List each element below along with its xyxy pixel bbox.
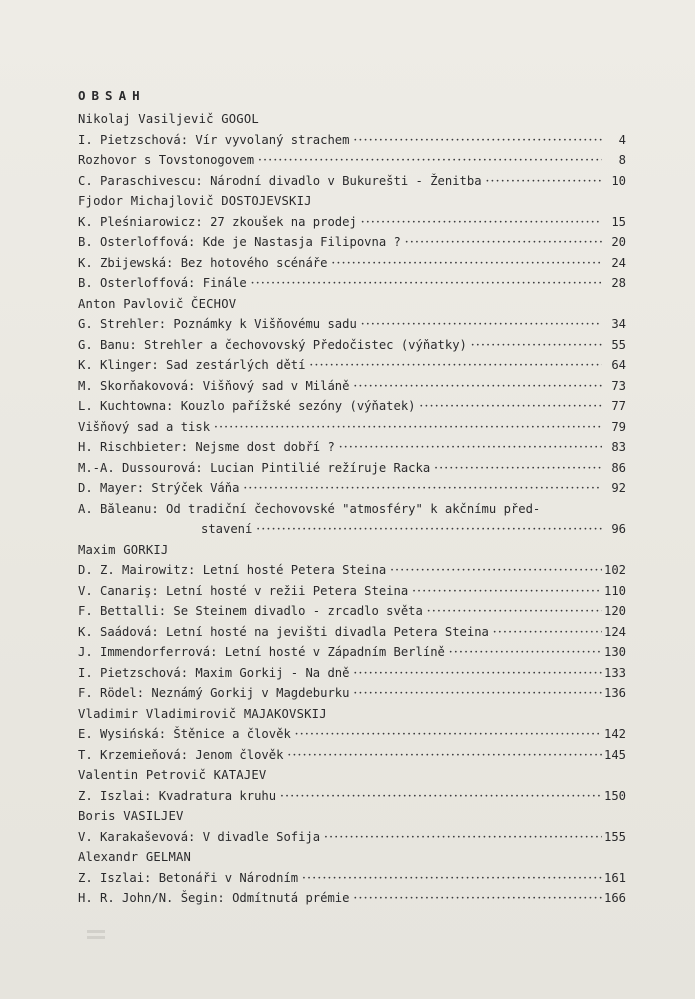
dot-leader	[493, 622, 602, 643]
dot-leader	[331, 253, 602, 274]
entry-page-number: 124	[603, 624, 626, 639]
dot-leader	[256, 519, 602, 540]
dot-leader	[251, 273, 602, 294]
entry-page-number: 96	[611, 522, 626, 536]
entry-title: M. Skorňakovová: Višňový sad v Miláně	[78, 378, 350, 393]
entry-title: T. Krzemieňová: Jenom člověk	[78, 747, 284, 762]
entry-page-number: 130	[603, 645, 626, 659]
entry-title: G. Strehler: Poznámky k Višňovému sadu	[78, 317, 357, 331]
entry-title: I. Pietzschová: Maxim Gorkij - Na dně	[78, 665, 350, 680]
entry-page-number: 64	[611, 358, 626, 372]
entry-title: K. Zbijewská: Bez hotového scénáře	[78, 255, 328, 270]
dot-leader	[354, 663, 602, 684]
dot-leader	[427, 601, 602, 622]
dot-leader	[354, 683, 602, 704]
entry-page-number: 150	[603, 788, 626, 803]
entry-page-number: 34	[611, 317, 626, 331]
toc-entry	[78, 663, 626, 684]
toc-entry	[78, 786, 626, 807]
faint-bleed-through-mark	[86, 928, 108, 942]
entry-title: D. Z. Mairowitz: Letní hosté Petera Steina	[78, 563, 387, 577]
toc-entry	[78, 417, 626, 438]
entry-title: A. Băleanu: Od tradiční čechovovské "atmosféry" k akčnímu před-	[78, 501, 541, 516]
entry-title: C. Paraschivescu: Národní divadlo v Bukurešti - Ženitba	[78, 173, 482, 188]
dot-leader	[354, 376, 603, 397]
entry-page-number: 142	[603, 727, 626, 741]
toc-entries	[78, 109, 626, 909]
entry-title: Višňový sad a tisk	[78, 419, 211, 434]
entry-page-number: 92	[611, 481, 626, 495]
toc-entry	[78, 314, 626, 335]
entry-title: Rozhovor s Tovstonogovem	[78, 153, 255, 167]
dot-leader	[471, 335, 602, 356]
entry-title: K. Saádová: Letní hosté na jevišti divadla Petera Steina	[78, 624, 489, 639]
toc-entry	[78, 683, 626, 704]
entry-title: V. Canariş: Letní hosté v režii Petera Steina	[78, 583, 409, 598]
entry-page-number: 4	[618, 132, 626, 147]
entry-title: Z. Iszlai: Betonáři v Národním	[78, 870, 299, 885]
entry-page-number: 83	[611, 440, 626, 454]
entry-page-number: 136	[603, 686, 626, 700]
toc-entry	[78, 724, 626, 745]
author-heading: Fjodor Michajlovič DOSTOJEVSKIJ	[78, 194, 312, 208]
toc-entry	[78, 601, 626, 622]
toc-entry	[78, 581, 626, 602]
entry-page-number: 73	[611, 378, 626, 393]
toc-entry	[78, 335, 626, 356]
toc-entry	[78, 458, 626, 479]
toc-entry	[78, 396, 626, 417]
dot-leader	[309, 355, 602, 376]
toc-entry	[78, 130, 626, 151]
entry-title-continuation	[78, 519, 626, 540]
entry-title: F. Bettalli: Se Steinem divadlo - zrcadlo světa	[78, 604, 423, 618]
entry-page-number: 133	[603, 665, 626, 680]
toc-entry	[78, 355, 626, 376]
toc-entry	[78, 560, 626, 581]
dot-leader	[361, 314, 602, 335]
toc-entry	[78, 499, 626, 540]
toc-entry	[78, 253, 626, 274]
entry-title: H. R. John/N. Šegin: Odmítnutá prémie	[78, 891, 350, 905]
entry-page-number: 79	[611, 419, 626, 434]
toc-entry	[78, 622, 626, 643]
author-heading: Maxim GORKIJ	[78, 542, 169, 557]
toc-entry	[78, 478, 626, 499]
dot-leader	[214, 417, 602, 438]
entry-page-number: 8	[618, 153, 626, 167]
entry-page-number: 86	[611, 460, 626, 475]
entry-title: F. Rödel: Neznámý Gorkij v Magdeburku	[78, 686, 350, 700]
table-of-contents	[78, 83, 626, 909]
dot-leader	[243, 478, 602, 499]
dot-leader	[258, 150, 602, 171]
entry-title: L. Kuchtowna: Kouzlo pařížské sezóny (výňatek)	[78, 399, 416, 413]
dot-leader	[339, 437, 602, 458]
author-heading: Nikolaj Vasiljevič GOGOL	[78, 112, 259, 126]
entry-page-number: 161	[603, 870, 626, 885]
dot-leader	[280, 786, 602, 807]
author-heading: Boris VASILJEV	[78, 809, 184, 823]
entry-title: H. Rischbieter: Nejsme dost dobří ?	[78, 440, 335, 454]
toc-entry	[78, 642, 626, 663]
entry-page-number: 102	[603, 563, 626, 577]
dot-leader	[354, 888, 602, 909]
dot-leader	[287, 745, 602, 766]
dot-leader	[412, 581, 602, 602]
dot-leader	[354, 130, 603, 151]
dot-leader	[390, 560, 602, 581]
entry-page-number: 10	[611, 173, 626, 188]
dot-leader	[420, 396, 602, 417]
entry-title: G. Banu: Strehler a čechovovský Předočistec (výňatky)	[78, 337, 467, 352]
dot-leader	[449, 642, 602, 663]
toc-entry	[78, 232, 626, 253]
entry-title: E. Wysińská: Štěnice a člověk	[78, 727, 291, 741]
entry-title: K. Klinger: Sad zestárlých dětí	[78, 358, 306, 372]
toc-entry	[78, 888, 626, 909]
entry-title: V. Karakaševová: V divadle Sofija	[78, 829, 321, 844]
toc-entry	[78, 150, 626, 171]
author-heading: Valentin Petrovič KATAJEV	[78, 768, 267, 782]
entry-title: B. Osterloffová: Finále	[78, 276, 247, 290]
entry-title: Z. Iszlai: Kvadratura kruhu	[78, 788, 277, 803]
entry-page-number: 77	[611, 399, 626, 413]
dot-leader	[324, 827, 602, 848]
entry-page-number: 155	[603, 829, 626, 844]
entry-page-number: 15	[611, 214, 626, 229]
dot-leader	[434, 458, 602, 479]
toc-entry	[78, 868, 626, 889]
author-heading: Anton Pavlovič ČECHOV	[78, 296, 237, 311]
entry-page-number: 120	[603, 604, 626, 618]
toc-entry	[78, 437, 626, 458]
dot-leader	[405, 232, 602, 253]
toc-entry	[78, 745, 626, 766]
entry-page-number: 55	[611, 337, 626, 352]
entry-page-number: 145	[603, 747, 626, 762]
dot-leader	[302, 868, 602, 889]
entry-title: M.-A. Dussourová: Lucian Pintilié režíruje Racka	[78, 460, 431, 475]
entry-page-number: 24	[611, 255, 626, 270]
toc-entry	[78, 212, 626, 233]
author-heading: Vladimir Vladimirovič MAJAKOVSKIJ	[78, 706, 327, 721]
entry-page-number: 20	[611, 235, 626, 249]
entry-title: K. Pleśniarowicz: 27 zkoušek na prodej	[78, 214, 357, 229]
entry-title: B. Osterloffová: Kde je Nastasja Filipovna ?	[78, 235, 401, 249]
entry-page-number: 166	[603, 891, 626, 905]
entry-title-line2: stavení	[201, 522, 253, 536]
toc-entry	[78, 827, 626, 848]
entry-title: I. Pietzschová: Vír vyvolaný strachem	[78, 132, 350, 147]
entry-page-number: 28	[611, 276, 626, 290]
toc-entry	[78, 376, 626, 397]
toc-entry	[78, 273, 626, 294]
dot-leader	[295, 724, 602, 745]
author-heading: Alexandr GELMAN	[78, 850, 192, 864]
toc-heading: OBSAH	[78, 88, 146, 103]
dot-leader	[361, 212, 602, 233]
toc-entry	[78, 171, 626, 192]
entry-title: J. Immendorferrová: Letní hosté v Západním Berlíně	[78, 645, 445, 659]
entry-title: D. Mayer: Strýček Váňa	[78, 481, 240, 495]
entry-page-number: 110	[603, 583, 626, 598]
dot-leader	[486, 171, 602, 192]
